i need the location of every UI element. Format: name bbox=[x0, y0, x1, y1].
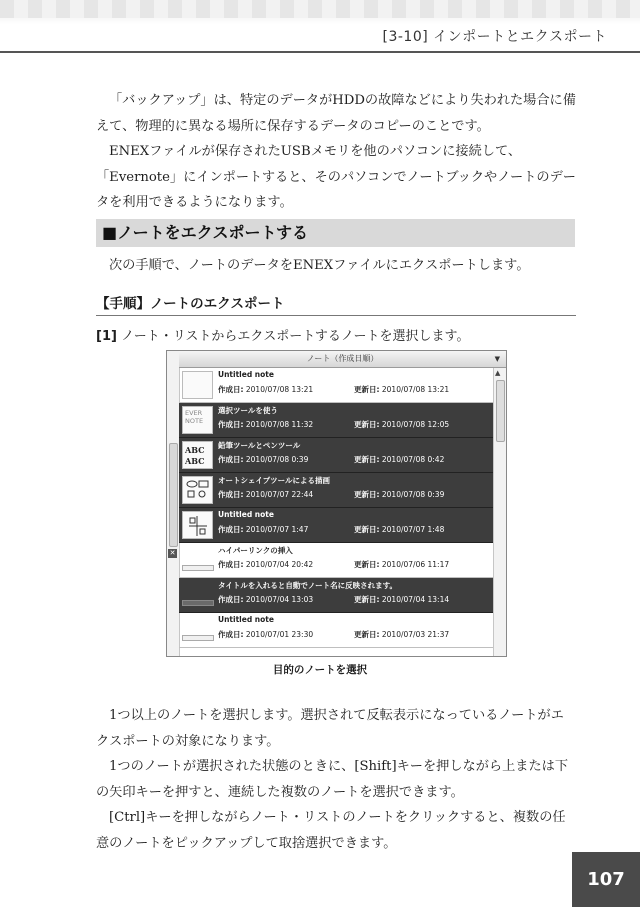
abc-text: ABC bbox=[185, 445, 205, 455]
section-heading: ■ノートをエクスポートする bbox=[96, 219, 575, 247]
procedure-heading: 【手順】ノートのエクスポート bbox=[96, 292, 576, 316]
note-created bbox=[218, 629, 313, 640]
created-date: 2010/07/04 13:03 bbox=[245, 595, 314, 604]
note-title: タイトルを入れると自動でノート名に反映されます。 bbox=[218, 581, 398, 590]
step-1 bbox=[96, 325, 576, 344]
note-title: 選択ツールを使う bbox=[218, 406, 278, 415]
note-thumbnail-bar bbox=[182, 565, 214, 571]
updated-label: 更新日: bbox=[354, 455, 380, 464]
body-paragraph-3: [Ctrl]キーを押しながらノート・リストのノートをクリックすると、複数の任意のノートをピックアップして取捨選択できます。 bbox=[96, 810, 566, 851]
note-title: ハイパーリンクの挿入 bbox=[218, 546, 293, 555]
note-title: Untitled note bbox=[218, 370, 274, 379]
note-updated bbox=[354, 559, 449, 570]
updated-date: 2010/07/03 21:37 bbox=[381, 630, 450, 639]
note-updated bbox=[354, 489, 444, 500]
note-list-sort-label: ノート（作成日順） bbox=[306, 354, 379, 363]
updated-date: 2010/07/06 11:17 bbox=[381, 560, 450, 569]
note-created bbox=[218, 384, 313, 395]
scroll-up-icon: ▲ bbox=[495, 369, 501, 377]
evernote-logo-icon: EVER NOTE bbox=[185, 409, 204, 425]
note-title: Untitled note bbox=[218, 615, 274, 624]
updated-label: 更新日: bbox=[354, 630, 380, 639]
created-date: 2010/07/04 20:42 bbox=[245, 560, 314, 569]
note-title: オートシェイプツールによる描画 bbox=[218, 476, 330, 485]
created-date: 2010/07/01 23:30 bbox=[245, 630, 314, 639]
updated-label: 更新日: bbox=[354, 420, 380, 429]
note-updated bbox=[354, 629, 449, 640]
note-updated bbox=[354, 419, 449, 430]
section-lead: 次の手順で、ノートのデータをENEXファイルにエクスポートします。 bbox=[109, 258, 530, 273]
header-pattern bbox=[0, 0, 640, 24]
updated-date: 2010/07/04 13:14 bbox=[381, 595, 450, 604]
shapes-icon bbox=[185, 479, 211, 501]
updated-label: 更新日: bbox=[354, 490, 380, 499]
note-row bbox=[179, 613, 494, 648]
updated-date: 2010/07/08 13:21 bbox=[381, 385, 450, 394]
body-paragraph-1: 1つ以上のノートを選択します。選択されて反転表示になっているノートがエクスポートの対象になります。 bbox=[96, 708, 564, 749]
note-title: Untitled note bbox=[218, 510, 274, 519]
note-updated bbox=[354, 384, 449, 395]
note-list-screenshot bbox=[166, 350, 507, 657]
body-paragraph-2: 1つのノートが選択された状態のときに、[Shift]キーを押しながら上または下の矢印キーを押すと、連続した複数のノートを選択できます。 bbox=[96, 759, 569, 800]
abc-text-2: ABC bbox=[185, 456, 205, 466]
chevron-down-icon: ▼ bbox=[494, 355, 500, 363]
updated-label: 更新日: bbox=[354, 560, 380, 569]
note-row bbox=[179, 508, 494, 543]
updated-date: 2010/07/07 1:48 bbox=[381, 525, 445, 534]
note-thumbnail bbox=[182, 476, 213, 504]
note-row bbox=[179, 543, 494, 578]
created-label: 作成日: bbox=[218, 490, 244, 499]
created-date: 2010/07/07 1:47 bbox=[245, 525, 309, 534]
created-date: 2010/07/08 13:21 bbox=[245, 385, 314, 394]
created-label: 作成日: bbox=[218, 385, 244, 394]
note-thumbnail bbox=[182, 511, 213, 539]
figure-caption: 目的のノートを選択 bbox=[272, 664, 368, 676]
header-rule bbox=[0, 51, 640, 53]
note-created bbox=[218, 489, 313, 500]
created-label: 作成日: bbox=[218, 420, 244, 429]
diagram-icon bbox=[185, 514, 211, 538]
note-updated bbox=[354, 594, 449, 605]
note-created bbox=[218, 559, 313, 570]
created-date: 2010/07/07 22:44 bbox=[245, 490, 314, 499]
note-created bbox=[218, 454, 308, 465]
note-row bbox=[179, 473, 494, 508]
created-date: 2010/07/08 0:39 bbox=[245, 455, 309, 464]
note-row bbox=[179, 438, 494, 473]
note-list bbox=[179, 368, 494, 656]
note-list-header bbox=[179, 351, 506, 368]
note-row bbox=[179, 368, 494, 403]
page-number: 107 bbox=[572, 852, 640, 907]
note-created bbox=[218, 524, 308, 535]
note-thumbnail-bar bbox=[182, 600, 214, 606]
note-list-scrollbar bbox=[493, 368, 506, 656]
created-date: 2010/07/08 11:32 bbox=[245, 420, 314, 429]
updated-date: 2010/07/08 0:42 bbox=[381, 455, 445, 464]
intro-paragraph-2: ENEXファイルが保存されたUSBメモリを他のパソコンに接続して、「Evernote」にインポートすると、そのパソコンでノートブックやノートのデータを利用できるようになります。 bbox=[96, 144, 576, 210]
abc-drawing-icon bbox=[185, 445, 204, 467]
note-thumbnail bbox=[182, 371, 213, 399]
scroll-thumb bbox=[496, 380, 505, 442]
created-label: 作成日: bbox=[218, 630, 244, 639]
note-created bbox=[218, 419, 313, 430]
created-label: 作成日: bbox=[218, 560, 244, 569]
intro-paragraph-1: 「バックアップ」は、特定のデータがHDDの故障などにより失われた場合に備えて、物理的に異なる場所に保存するデータのコピーのことです。 bbox=[96, 93, 576, 134]
step-1-number: [1] bbox=[96, 329, 117, 344]
note-updated bbox=[354, 454, 444, 465]
note-updated bbox=[354, 524, 444, 535]
note-thumbnail bbox=[182, 406, 213, 434]
created-label: 作成日: bbox=[218, 525, 244, 534]
updated-label: 更新日: bbox=[354, 385, 380, 394]
note-thumbnail bbox=[182, 441, 213, 469]
updated-label: 更新日: bbox=[354, 525, 380, 534]
note-thumbnail-bar bbox=[182, 635, 214, 641]
close-icon: ✕ bbox=[169, 549, 176, 557]
chapter-title: [3-10] インポートとエクスポート bbox=[382, 29, 607, 45]
created-label: 作成日: bbox=[218, 595, 244, 604]
updated-date: 2010/07/08 0:39 bbox=[381, 490, 445, 499]
created-label: 作成日: bbox=[218, 455, 244, 464]
note-created bbox=[218, 594, 313, 605]
note-title: 鉛筆ツールとペンツール bbox=[218, 441, 301, 450]
note-row bbox=[179, 403, 494, 438]
step-1-text: ノート・リストからエクスポートするノートを選択します。 bbox=[121, 329, 470, 344]
note-row bbox=[179, 578, 494, 613]
updated-label: 更新日: bbox=[354, 595, 380, 604]
left-scroll-thumb bbox=[169, 443, 178, 547]
updated-date: 2010/07/08 12:05 bbox=[381, 420, 450, 429]
